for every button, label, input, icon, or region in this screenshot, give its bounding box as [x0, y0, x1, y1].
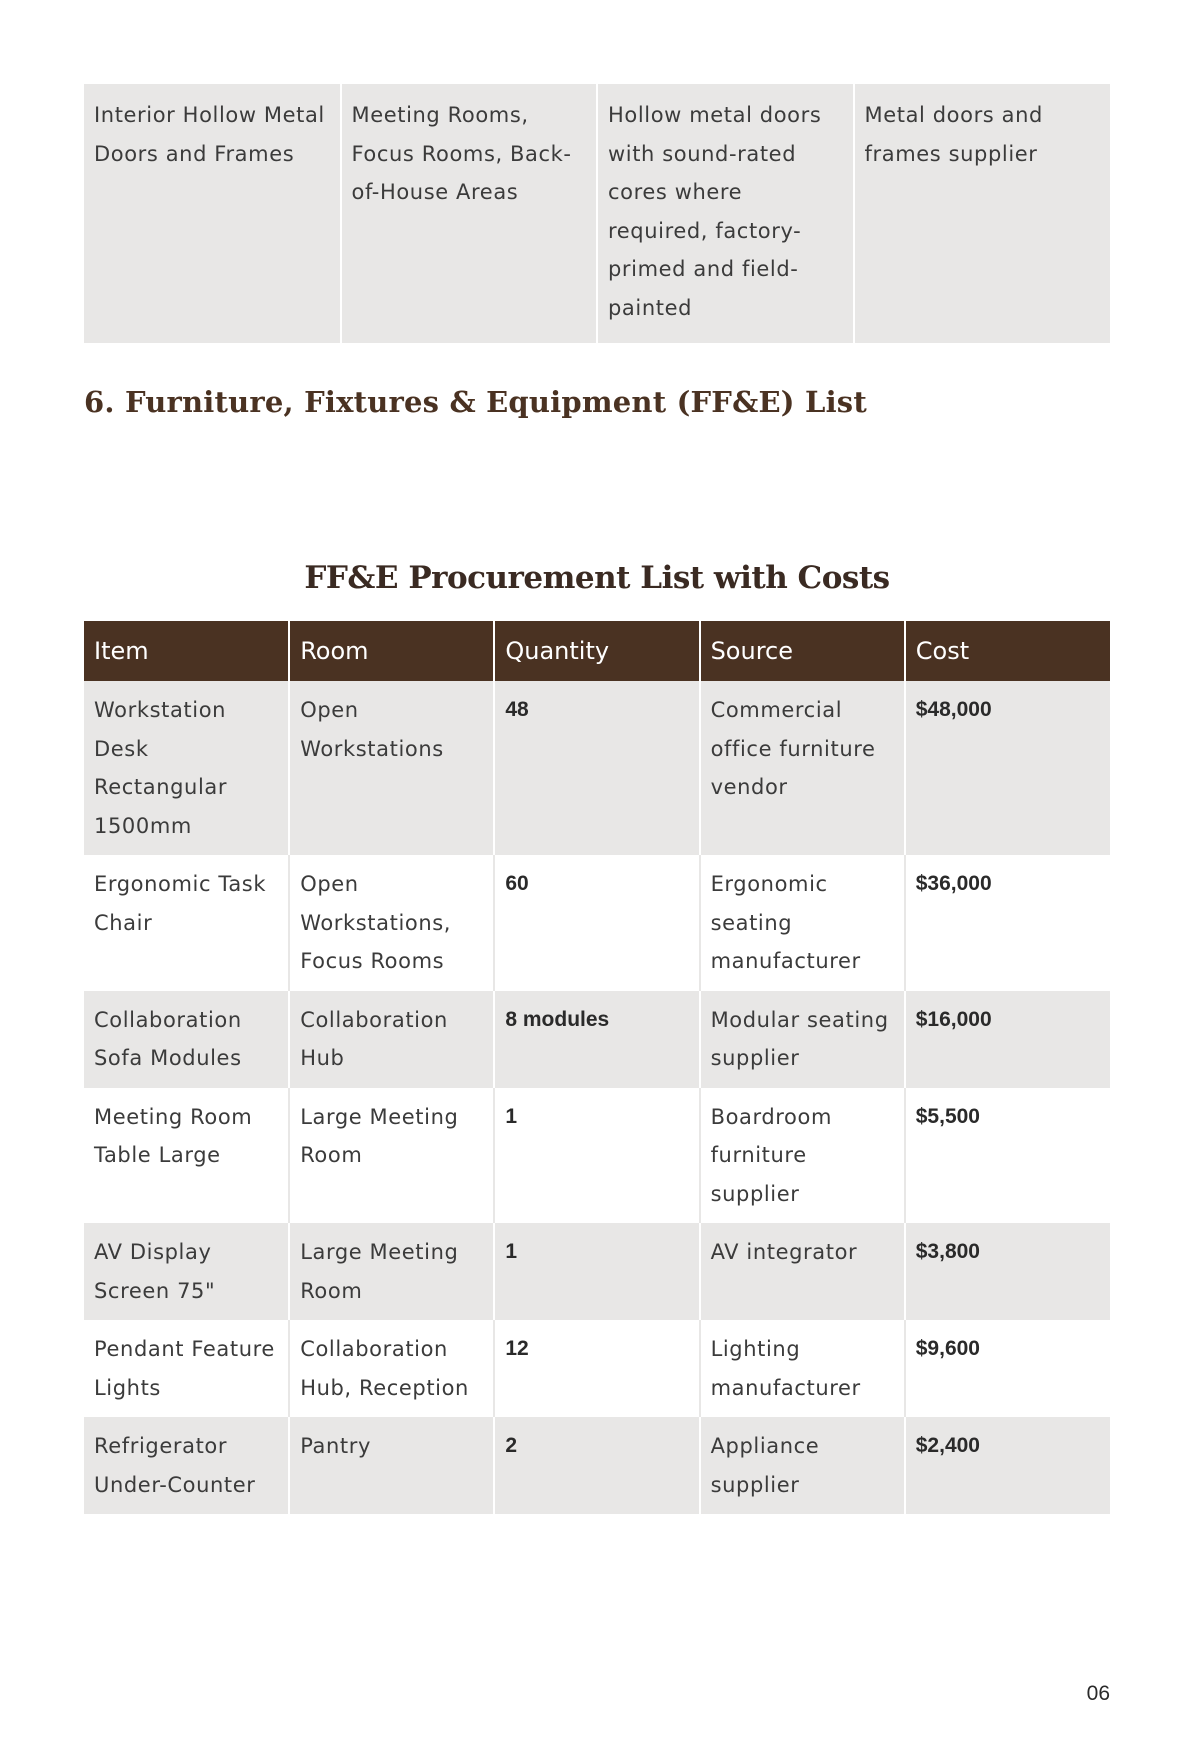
item-cell: Meeting Room Table Large: [84, 1088, 289, 1224]
ffe-procurement-table: [84, 621, 1110, 1514]
room-cell: Open Workstations, Focus Rooms: [289, 855, 494, 991]
column-header-source: Source: [700, 621, 905, 681]
source-cell: Commercial office furniture vendor: [700, 681, 905, 855]
cost-cell: $16,000: [905, 991, 1110, 1088]
table-header-row: [84, 621, 1110, 681]
page-number: 06: [1086, 1682, 1110, 1705]
item-cell: Pendant Feature Lights: [84, 1320, 289, 1417]
room-cell: Pantry: [289, 1417, 494, 1514]
room-cell: Collaboration Hub, Reception: [289, 1320, 494, 1417]
quantity-cell: 1: [494, 1223, 699, 1320]
source-cell: Ergonomic seating manufacturer: [700, 855, 905, 991]
table-row: [84, 855, 1110, 991]
source-cell: Modular seating supplier: [700, 991, 905, 1088]
quantity-cell: 2: [494, 1417, 699, 1514]
quantity-cell: 12: [494, 1320, 699, 1417]
table-row: [84, 1320, 1110, 1417]
table-row: [84, 991, 1110, 1088]
column-header-quantity: Quantity: [494, 621, 699, 681]
quantity-cell: 48: [494, 681, 699, 855]
cost-cell: $5,500: [905, 1088, 1110, 1224]
table-cell: Metal doors and frames supplier: [854, 84, 1111, 343]
continued-spec-table: [84, 84, 1110, 343]
room-cell: Open Workstations: [289, 681, 494, 855]
table-cell: Interior Hollow Metal Doors and Frames: [84, 84, 341, 343]
room-cell: Large Meeting Room: [289, 1223, 494, 1320]
cost-cell: $48,000: [905, 681, 1110, 855]
column-header-cost: Cost: [905, 621, 1110, 681]
item-cell: Refrigerator Under-Counter: [84, 1417, 289, 1514]
cost-cell: $3,800: [905, 1223, 1110, 1320]
item-cell: Workstation Desk Rectangular 1500mm: [84, 681, 289, 855]
table-row: [84, 84, 1110, 343]
table-row: [84, 681, 1110, 855]
item-cell: AV Display Screen 75": [84, 1223, 289, 1320]
item-cell: Ergonomic Task Chair: [84, 855, 289, 991]
table-caption: FF&E Procurement List with Costs: [304, 560, 890, 596]
table-row: [84, 1223, 1110, 1320]
room-cell: Collaboration Hub: [289, 991, 494, 1088]
cost-cell: $36,000: [905, 855, 1110, 991]
column-header-item: Item: [84, 621, 289, 681]
table-row: [84, 1088, 1110, 1224]
section-heading: 6. Furniture, Fixtures & Equipment (FF&E) List: [84, 385, 867, 419]
table-cell: Hollow metal doors with sound-rated cores where required, factory-primed and field-painted: [597, 84, 854, 343]
quantity-cell: 1: [494, 1088, 699, 1224]
quantity-cell: 60: [494, 855, 699, 991]
source-cell: Appliance supplier: [700, 1417, 905, 1514]
source-cell: Lighting manufacturer: [700, 1320, 905, 1417]
cost-cell: $2,400: [905, 1417, 1110, 1514]
table-cell: Meeting Rooms, Focus Rooms, Back-of-House Areas: [341, 84, 598, 343]
cost-cell: $9,600: [905, 1320, 1110, 1417]
room-cell: Large Meeting Room: [289, 1088, 494, 1224]
source-cell: AV integrator: [700, 1223, 905, 1320]
source-cell: Boardroom furniture supplier: [700, 1088, 905, 1224]
column-header-room: Room: [289, 621, 494, 681]
quantity-cell: 8 modules: [494, 991, 699, 1088]
item-cell: Collaboration Sofa Modules: [84, 991, 289, 1088]
table-row: [84, 1417, 1110, 1514]
